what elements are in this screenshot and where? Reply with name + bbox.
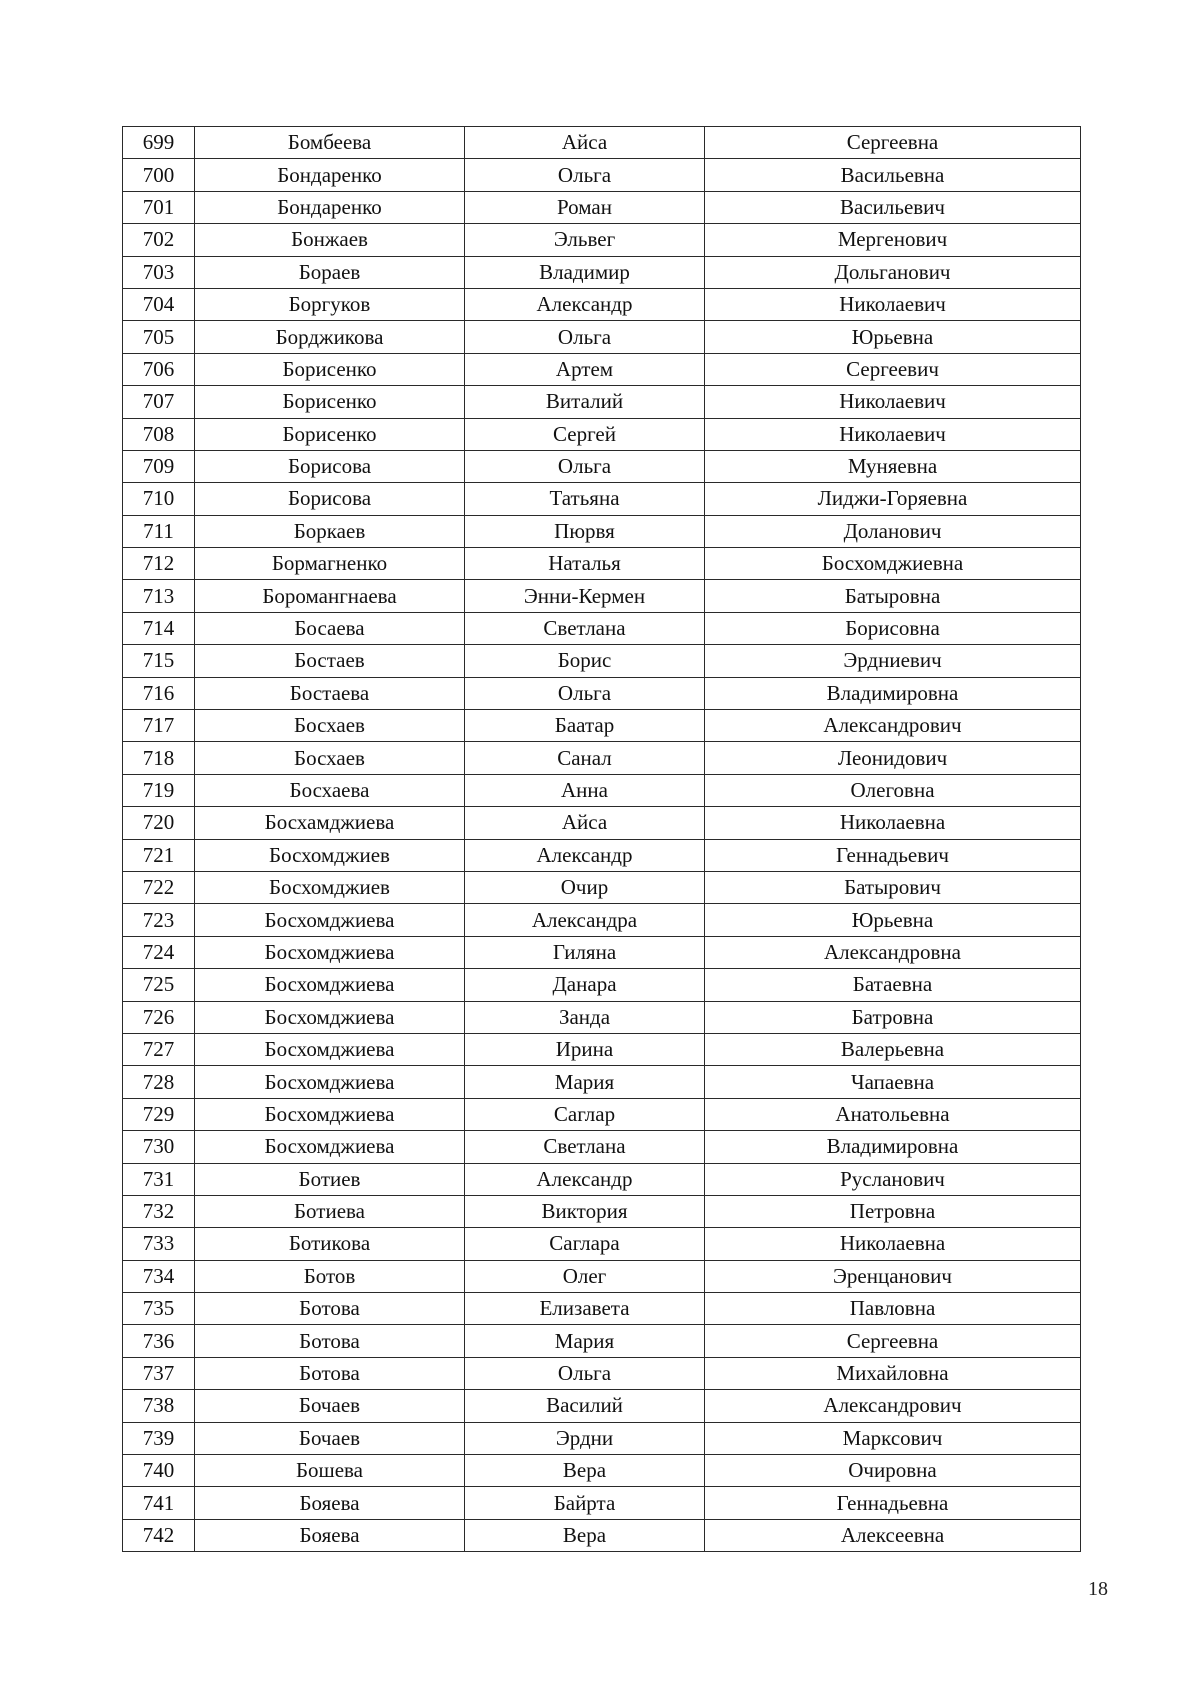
patronymic-cell: Борисовна: [705, 612, 1081, 644]
last-name-cell: Ботов: [195, 1260, 465, 1292]
first-name-cell: Вера: [465, 1519, 705, 1551]
table-row: [123, 645, 1081, 677]
row-number-cell: 713: [123, 580, 195, 612]
patronymic-cell: Леонидович: [705, 742, 1081, 774]
last-name-cell: Босхамджиева: [195, 807, 465, 839]
row-number-cell: 732: [123, 1195, 195, 1227]
row-number-cell: 710: [123, 483, 195, 515]
patronymic-cell: Михайловна: [705, 1357, 1081, 1389]
patronymic-cell: Дольганович: [705, 256, 1081, 288]
last-name-cell: Ботова: [195, 1325, 465, 1357]
last-name-cell: Босаева: [195, 612, 465, 644]
patronymic-cell: Батаевна: [705, 969, 1081, 1001]
last-name-cell: Борисова: [195, 450, 465, 482]
first-name-cell: Сергей: [465, 418, 705, 450]
patronymic-cell: Валерьевна: [705, 1033, 1081, 1065]
last-name-cell: Босхомджиева: [195, 1131, 465, 1163]
row-number-cell: 708: [123, 418, 195, 450]
patronymic-cell: Геннадьевна: [705, 1487, 1081, 1519]
last-name-cell: Босхомджиева: [195, 936, 465, 968]
patronymic-cell: Босхомджиевна: [705, 548, 1081, 580]
row-number-cell: 737: [123, 1357, 195, 1389]
last-name-cell: Босхомджиева: [195, 1001, 465, 1033]
patronymic-cell: Доланович: [705, 515, 1081, 547]
patronymic-cell: Батырович: [705, 871, 1081, 903]
last-name-cell: Борисенко: [195, 418, 465, 450]
first-name-cell: Энни-Кермен: [465, 580, 705, 612]
first-name-cell: Саглар: [465, 1098, 705, 1130]
first-name-cell: Наталья: [465, 548, 705, 580]
first-name-cell: Гиляна: [465, 936, 705, 968]
table-row: [123, 807, 1081, 839]
table-row: [123, 515, 1081, 547]
patronymic-cell: Александрович: [705, 710, 1081, 742]
first-name-cell: Елизавета: [465, 1293, 705, 1325]
first-name-cell: Эрдни: [465, 1422, 705, 1454]
table-row: [123, 353, 1081, 385]
patronymic-cell: Владимировна: [705, 1131, 1081, 1163]
patronymic-cell: Геннадьевич: [705, 839, 1081, 871]
patronymic-cell: Марксович: [705, 1422, 1081, 1454]
page-number: 18: [1088, 1578, 1108, 1600]
first-name-cell: Виктория: [465, 1195, 705, 1227]
table-row: [123, 904, 1081, 936]
table-row: [123, 839, 1081, 871]
patronymic-cell: Батровна: [705, 1001, 1081, 1033]
last-name-cell: Бояева: [195, 1519, 465, 1551]
row-number-cell: 725: [123, 969, 195, 1001]
first-name-cell: Данара: [465, 969, 705, 1001]
table-row: [123, 580, 1081, 612]
last-name-cell: Ботова: [195, 1357, 465, 1389]
table-row: [123, 1098, 1081, 1130]
last-name-cell: Боргуков: [195, 288, 465, 320]
row-number-cell: 717: [123, 710, 195, 742]
last-name-cell: Бостаев: [195, 645, 465, 677]
table-row: [123, 1422, 1081, 1454]
first-name-cell: Виталий: [465, 386, 705, 418]
row-number-cell: 700: [123, 159, 195, 191]
patronymic-cell: Лиджи-Горяевна: [705, 483, 1081, 515]
table-row: [123, 710, 1081, 742]
last-name-cell: Бондаренко: [195, 159, 465, 191]
row-number-cell: 734: [123, 1260, 195, 1292]
table-row: [123, 677, 1081, 709]
first-name-cell: Ирина: [465, 1033, 705, 1065]
patronymic-cell: Петровна: [705, 1195, 1081, 1227]
first-name-cell: Александр: [465, 288, 705, 320]
first-name-cell: Баатар: [465, 710, 705, 742]
first-name-cell: Айса: [465, 127, 705, 159]
patronymic-cell: Николаевич: [705, 418, 1081, 450]
last-name-cell: Бостаева: [195, 677, 465, 709]
patronymic-cell: Мергенович: [705, 224, 1081, 256]
patronymic-cell: Павловна: [705, 1293, 1081, 1325]
patronymic-cell: Очировна: [705, 1455, 1081, 1487]
last-name-cell: Борисова: [195, 483, 465, 515]
last-name-cell: Ботиев: [195, 1163, 465, 1195]
table-row: [123, 1260, 1081, 1292]
last-name-cell: Бочаев: [195, 1390, 465, 1422]
row-number-cell: 739: [123, 1422, 195, 1454]
table-row: [123, 386, 1081, 418]
first-name-cell: Роман: [465, 191, 705, 223]
first-name-cell: Олег: [465, 1260, 705, 1292]
patronymic-cell: Батыровна: [705, 580, 1081, 612]
table-row: [123, 548, 1081, 580]
patronymic-cell: Русланович: [705, 1163, 1081, 1195]
last-name-cell: Бочаев: [195, 1422, 465, 1454]
table-row: [123, 159, 1081, 191]
last-name-cell: Борисенко: [195, 353, 465, 385]
last-name-cell: Босхаев: [195, 710, 465, 742]
row-number-cell: 733: [123, 1228, 195, 1260]
patronymic-cell: Юрьевна: [705, 321, 1081, 353]
first-name-cell: Мария: [465, 1066, 705, 1098]
last-name-cell: Ботова: [195, 1293, 465, 1325]
row-number-cell: 718: [123, 742, 195, 774]
row-number-cell: 701: [123, 191, 195, 223]
table-row: [123, 936, 1081, 968]
first-name-cell: Ольга: [465, 321, 705, 353]
row-number-cell: 703: [123, 256, 195, 288]
row-number-cell: 709: [123, 450, 195, 482]
first-name-cell: Санал: [465, 742, 705, 774]
patronymic-cell: Николаевна: [705, 807, 1081, 839]
last-name-cell: Босхомджиева: [195, 969, 465, 1001]
row-number-cell: 719: [123, 774, 195, 806]
row-number-cell: 715: [123, 645, 195, 677]
table-row: [123, 1455, 1081, 1487]
last-name-cell: Ботикова: [195, 1228, 465, 1260]
table-row: [123, 969, 1081, 1001]
first-name-cell: Артем: [465, 353, 705, 385]
row-number-cell: 728: [123, 1066, 195, 1098]
first-name-cell: Вера: [465, 1455, 705, 1487]
first-name-cell: Василий: [465, 1390, 705, 1422]
first-name-cell: Ольга: [465, 450, 705, 482]
row-number-cell: 740: [123, 1455, 195, 1487]
table-row: [123, 321, 1081, 353]
table-row: [123, 1195, 1081, 1227]
last-name-cell: Босхомджиева: [195, 1033, 465, 1065]
row-number-cell: 726: [123, 1001, 195, 1033]
last-name-cell: Боркаев: [195, 515, 465, 547]
patronymic-cell: Васильевич: [705, 191, 1081, 223]
table-row: [123, 774, 1081, 806]
row-number-cell: 716: [123, 677, 195, 709]
row-number-cell: 699: [123, 127, 195, 159]
first-name-cell: Светлана: [465, 1131, 705, 1163]
first-name-cell: Александр: [465, 839, 705, 871]
row-number-cell: 731: [123, 1163, 195, 1195]
first-name-cell: Татьяна: [465, 483, 705, 515]
last-name-cell: Бонжаев: [195, 224, 465, 256]
table-row: [123, 1293, 1081, 1325]
last-name-cell: Ботиева: [195, 1195, 465, 1227]
row-number-cell: 720: [123, 807, 195, 839]
patronymic-cell: Николаевна: [705, 1228, 1081, 1260]
row-number-cell: 724: [123, 936, 195, 968]
row-number-cell: 738: [123, 1390, 195, 1422]
patronymic-cell: Эрдниевич: [705, 645, 1081, 677]
row-number-cell: 705: [123, 321, 195, 353]
table-row: [123, 1066, 1081, 1098]
patronymic-cell: Сергеевич: [705, 353, 1081, 385]
last-name-cell: Борисенко: [195, 386, 465, 418]
first-name-cell: Светлана: [465, 612, 705, 644]
patronymic-cell: Васильевна: [705, 159, 1081, 191]
row-number-cell: 742: [123, 1519, 195, 1551]
table-row: [123, 1357, 1081, 1389]
row-number-cell: 727: [123, 1033, 195, 1065]
first-name-cell: Александра: [465, 904, 705, 936]
row-number-cell: 706: [123, 353, 195, 385]
table-row: [123, 1487, 1081, 1519]
last-name-cell: Босхомджиева: [195, 904, 465, 936]
row-number-cell: 702: [123, 224, 195, 256]
patronymic-cell: Николаевич: [705, 288, 1081, 320]
row-number-cell: 714: [123, 612, 195, 644]
last-name-cell: Босхомджиев: [195, 839, 465, 871]
table-row: [123, 1001, 1081, 1033]
first-name-cell: Анна: [465, 774, 705, 806]
row-number-cell: 721: [123, 839, 195, 871]
table-row: [123, 127, 1081, 159]
last-name-cell: Босхаева: [195, 774, 465, 806]
name-list-table: [122, 126, 1081, 1552]
patronymic-cell: Александрович: [705, 1390, 1081, 1422]
first-name-cell: Айса: [465, 807, 705, 839]
last-name-cell: Босхомджиев: [195, 871, 465, 903]
row-number-cell: 723: [123, 904, 195, 936]
patronymic-cell: Владимировна: [705, 677, 1081, 709]
table-row: [123, 483, 1081, 515]
name-list-body: [123, 127, 1081, 1552]
patronymic-cell: Александровна: [705, 936, 1081, 968]
first-name-cell: Саглара: [465, 1228, 705, 1260]
first-name-cell: Пюрвя: [465, 515, 705, 547]
table-row: [123, 612, 1081, 644]
first-name-cell: Ольга: [465, 159, 705, 191]
table-row: [123, 224, 1081, 256]
row-number-cell: 735: [123, 1293, 195, 1325]
table-row: [123, 191, 1081, 223]
table-row: [123, 1228, 1081, 1260]
row-number-cell: 711: [123, 515, 195, 547]
patronymic-cell: Муняевна: [705, 450, 1081, 482]
table-row: [123, 288, 1081, 320]
first-name-cell: Эльвег: [465, 224, 705, 256]
patronymic-cell: Сергеевна: [705, 1325, 1081, 1357]
row-number-cell: 729: [123, 1098, 195, 1130]
table-row: [123, 871, 1081, 903]
table-row: [123, 450, 1081, 482]
table-row: [123, 1390, 1081, 1422]
patronymic-cell: Николаевич: [705, 386, 1081, 418]
last-name-cell: Босхомджиева: [195, 1098, 465, 1130]
table-row: [123, 1033, 1081, 1065]
first-name-cell: Ольга: [465, 1357, 705, 1389]
first-name-cell: Борис: [465, 645, 705, 677]
patronymic-cell: Алексеевна: [705, 1519, 1081, 1551]
first-name-cell: Александр: [465, 1163, 705, 1195]
last-name-cell: Бомбеева: [195, 127, 465, 159]
row-number-cell: 736: [123, 1325, 195, 1357]
first-name-cell: Владимир: [465, 256, 705, 288]
table-row: [123, 1163, 1081, 1195]
table-row: [123, 1325, 1081, 1357]
last-name-cell: Бондаренко: [195, 191, 465, 223]
last-name-cell: Бошева: [195, 1455, 465, 1487]
table-row: [123, 1519, 1081, 1551]
row-number-cell: 712: [123, 548, 195, 580]
last-name-cell: Бормагненко: [195, 548, 465, 580]
last-name-cell: Бояева: [195, 1487, 465, 1519]
table-row: [123, 418, 1081, 450]
table-row: [123, 1131, 1081, 1163]
first-name-cell: Очир: [465, 871, 705, 903]
patronymic-cell: Юрьевна: [705, 904, 1081, 936]
first-name-cell: Занда: [465, 1001, 705, 1033]
row-number-cell: 741: [123, 1487, 195, 1519]
last-name-cell: Бораев: [195, 256, 465, 288]
last-name-cell: Борджикова: [195, 321, 465, 353]
patronymic-cell: Анатольевна: [705, 1098, 1081, 1130]
row-number-cell: 730: [123, 1131, 195, 1163]
first-name-cell: Мария: [465, 1325, 705, 1357]
table-row: [123, 256, 1081, 288]
row-number-cell: 707: [123, 386, 195, 418]
patronymic-cell: Эренцанович: [705, 1260, 1081, 1292]
last-name-cell: Босхомджиева: [195, 1066, 465, 1098]
last-name-cell: Босхаев: [195, 742, 465, 774]
table-row: [123, 742, 1081, 774]
patronymic-cell: Чапаевна: [705, 1066, 1081, 1098]
last-name-cell: Боромангнаева: [195, 580, 465, 612]
first-name-cell: Ольга: [465, 677, 705, 709]
patronymic-cell: Олеговна: [705, 774, 1081, 806]
first-name-cell: Байрта: [465, 1487, 705, 1519]
row-number-cell: 722: [123, 871, 195, 903]
patronymic-cell: Сергеевна: [705, 127, 1081, 159]
row-number-cell: 704: [123, 288, 195, 320]
